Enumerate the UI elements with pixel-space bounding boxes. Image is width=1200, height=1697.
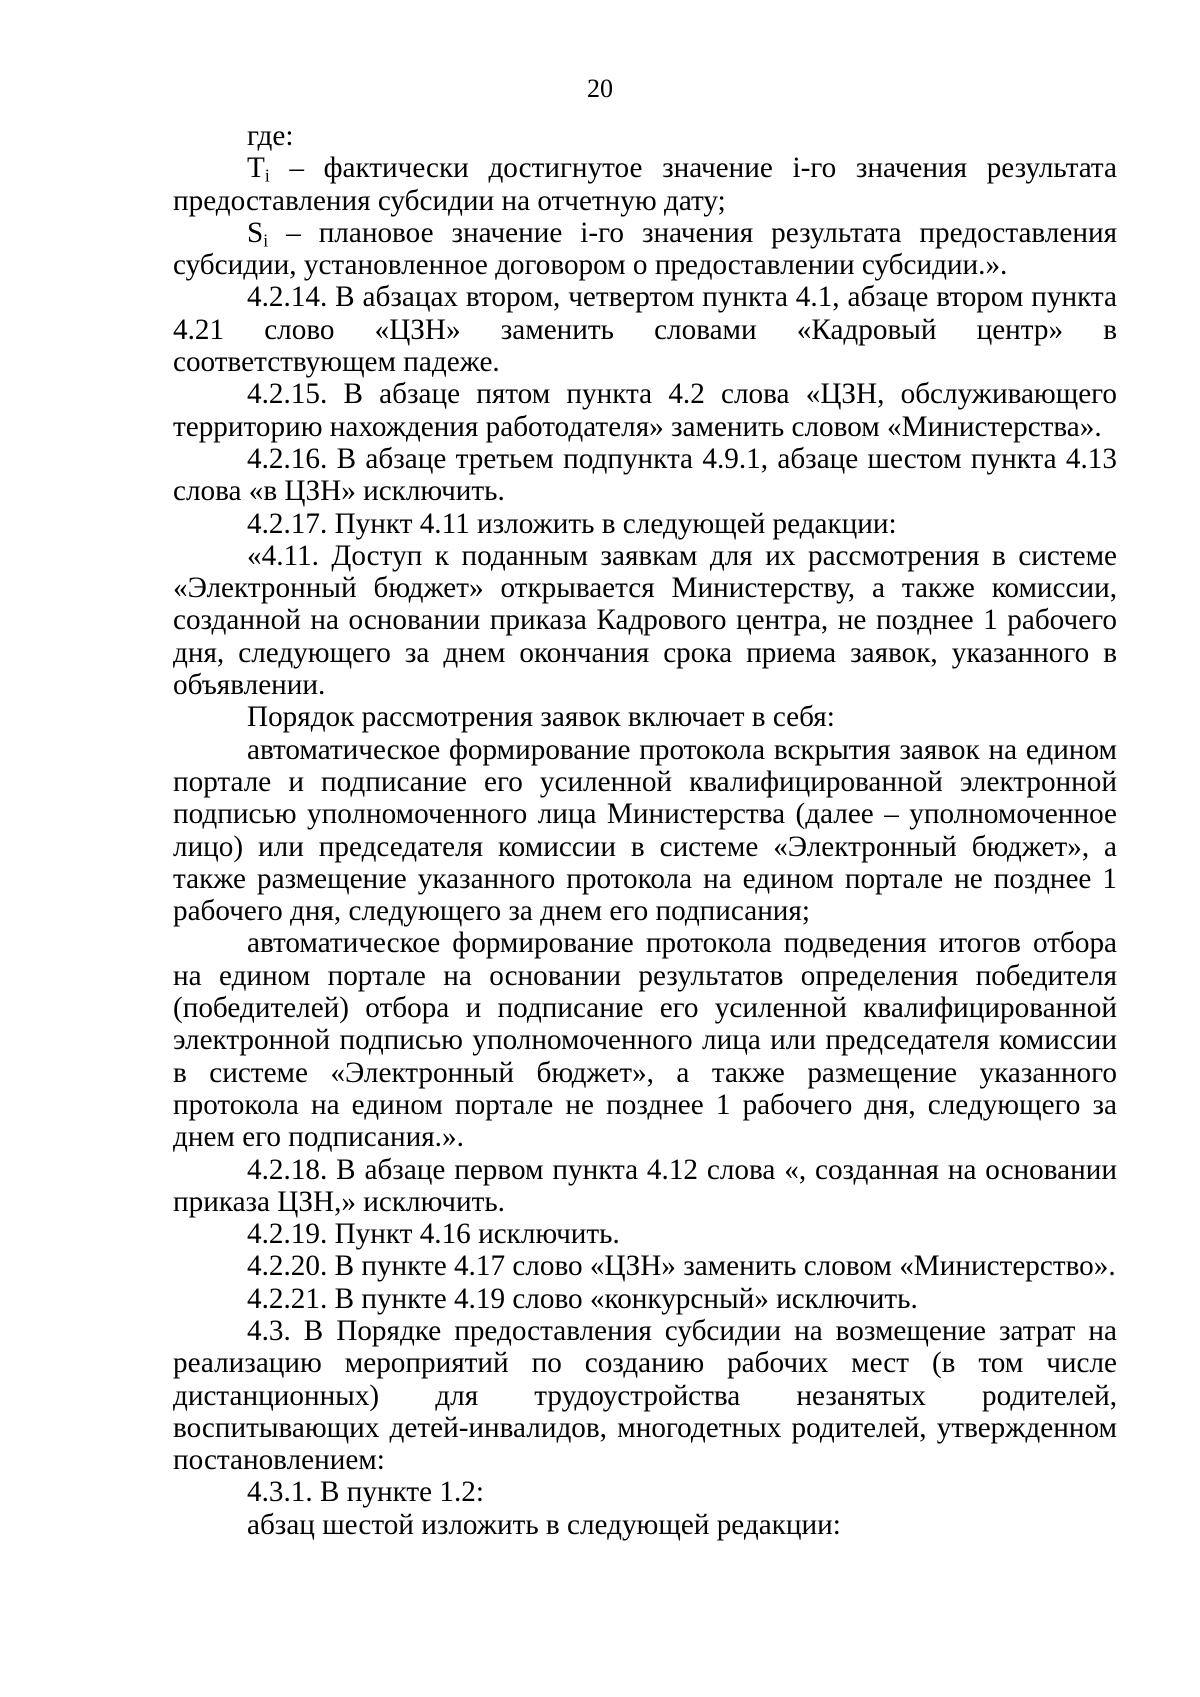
variable-t-symbol: T [247,152,265,185]
variable-s-symbol: S [247,216,264,249]
paragraph-4-3-1: 4.3.1. В пункте 1.2: [247,1476,484,1509]
paragraph-4-2-18: 4.2.18. В абзаце первом пункта 4.12 слова «, созданная на основании приказа ЦЗН,» исключить. [173,1153,1117,1218]
variable-t-text: – фактически достигнутое значение i-го значения результата предоставления субсидии на отчетную дату; [173,152,1117,217]
where-label: где: [247,120,294,152]
paragraph-4-2-15: 4.2.15. В абзаце пятом пункта 4.2 слова «ЦЗН, обслуживающего территорию нахождения работодателя» заменить словом «Министерства». [173,378,1117,443]
paragraph-4-2-14: 4.2.14. В абзацах втором, четвертом пункта 4.1, абзаце втором пункта 4.21 слово «ЦЗН» заменить словами «Кадровый центр» в соответствующем падеже. [173,281,1117,379]
paragraph-sixth-abzac: абзац шестой изложить в следующей редакции: [247,1508,841,1541]
paragraph-4-3: 4.3. В Порядке предоставления субсидии на возмещение затрат на реализацию мероприятий по созданию рабочих мест (в том числе дистанционных) для трудоустройства незанятых родителей, воспитывающих детей-инвалидов, многодетных родителей, утвержденном постановлением: [173,1314,1117,1477]
paragraph-4-11-access: «4.11. Доступ к поданным заявкам для их рассмотрения в системе «Электронный бюджет» открывается Министерству, а также комиссии, созданной на основании приказа Кадрового центра, не позднее 1 рабочего дня, следующего за днем окончания срока приема заявок, указанного в объявлении. [173,539,1117,702]
paragraph-results-protocol: автоматическое формирование протокола подведения итогов отбора на едином портале на основании результатов определения победителя (победителей) отбора и подписание его усиленной квалифицированной электронной подписью уполномоченного лица или председателя комиссии в системе «Электронный бюджет», а также размещение указанного протокола на едином портале не позднее 1 рабочего дня, следующего за днем его подписания.». [173,927,1117,1154]
paragraph-4-2-16: 4.2.16. В абзаце третьем подпункта 4.9.1, абзаце шестом пункта 4.13 слова «в ЦЗН» исключить. [173,442,1117,508]
paragraph-review-procedure: Порядок рассмотрения заявок включает в себя: [247,701,835,734]
variable-t-definition [173,152,1117,217]
paragraph-4-2-21: 4.2.21. В пункте 4.19 слово «конкурсный» исключить. [247,1282,918,1315]
paragraph-4-2-20: 4.2.20. В пункте 4.17 слово «ЦЗН» заменить словом «Министерство». [247,1250,1116,1283]
paragraph-4-2-17: 4.2.17. Пункт 4.11 изложить в следующей редакции: [247,507,897,540]
page-number: 20 [587,74,613,103]
paragraph-opening-protocol: автоматическое формирование протокола вскрытия заявок на едином портале и подписание его усиленной квалифицированной электронной подписью уполномоченного лица Министерства (далее – уполномоченное лицо) или председателя комиссии в системе «Электронный бюджет», а также размещение указанного протокола на едином портале не позднее 1 рабочего дня, следующего за днем его подписания; [173,733,1117,928]
variable-s-index: i [263,230,269,251]
variable-s-text: – плановое значение i-го значения результата предоставления субсидии, установленное договором о предоставлении субсидии.». [173,216,1117,282]
paragraph-4-2-19: 4.2.19. Пункт 4.16 исключить. [247,1218,620,1251]
document-body [173,120,1117,1541]
variable-s-definition [173,217,1117,282]
variable-t-index: i [264,165,270,186]
